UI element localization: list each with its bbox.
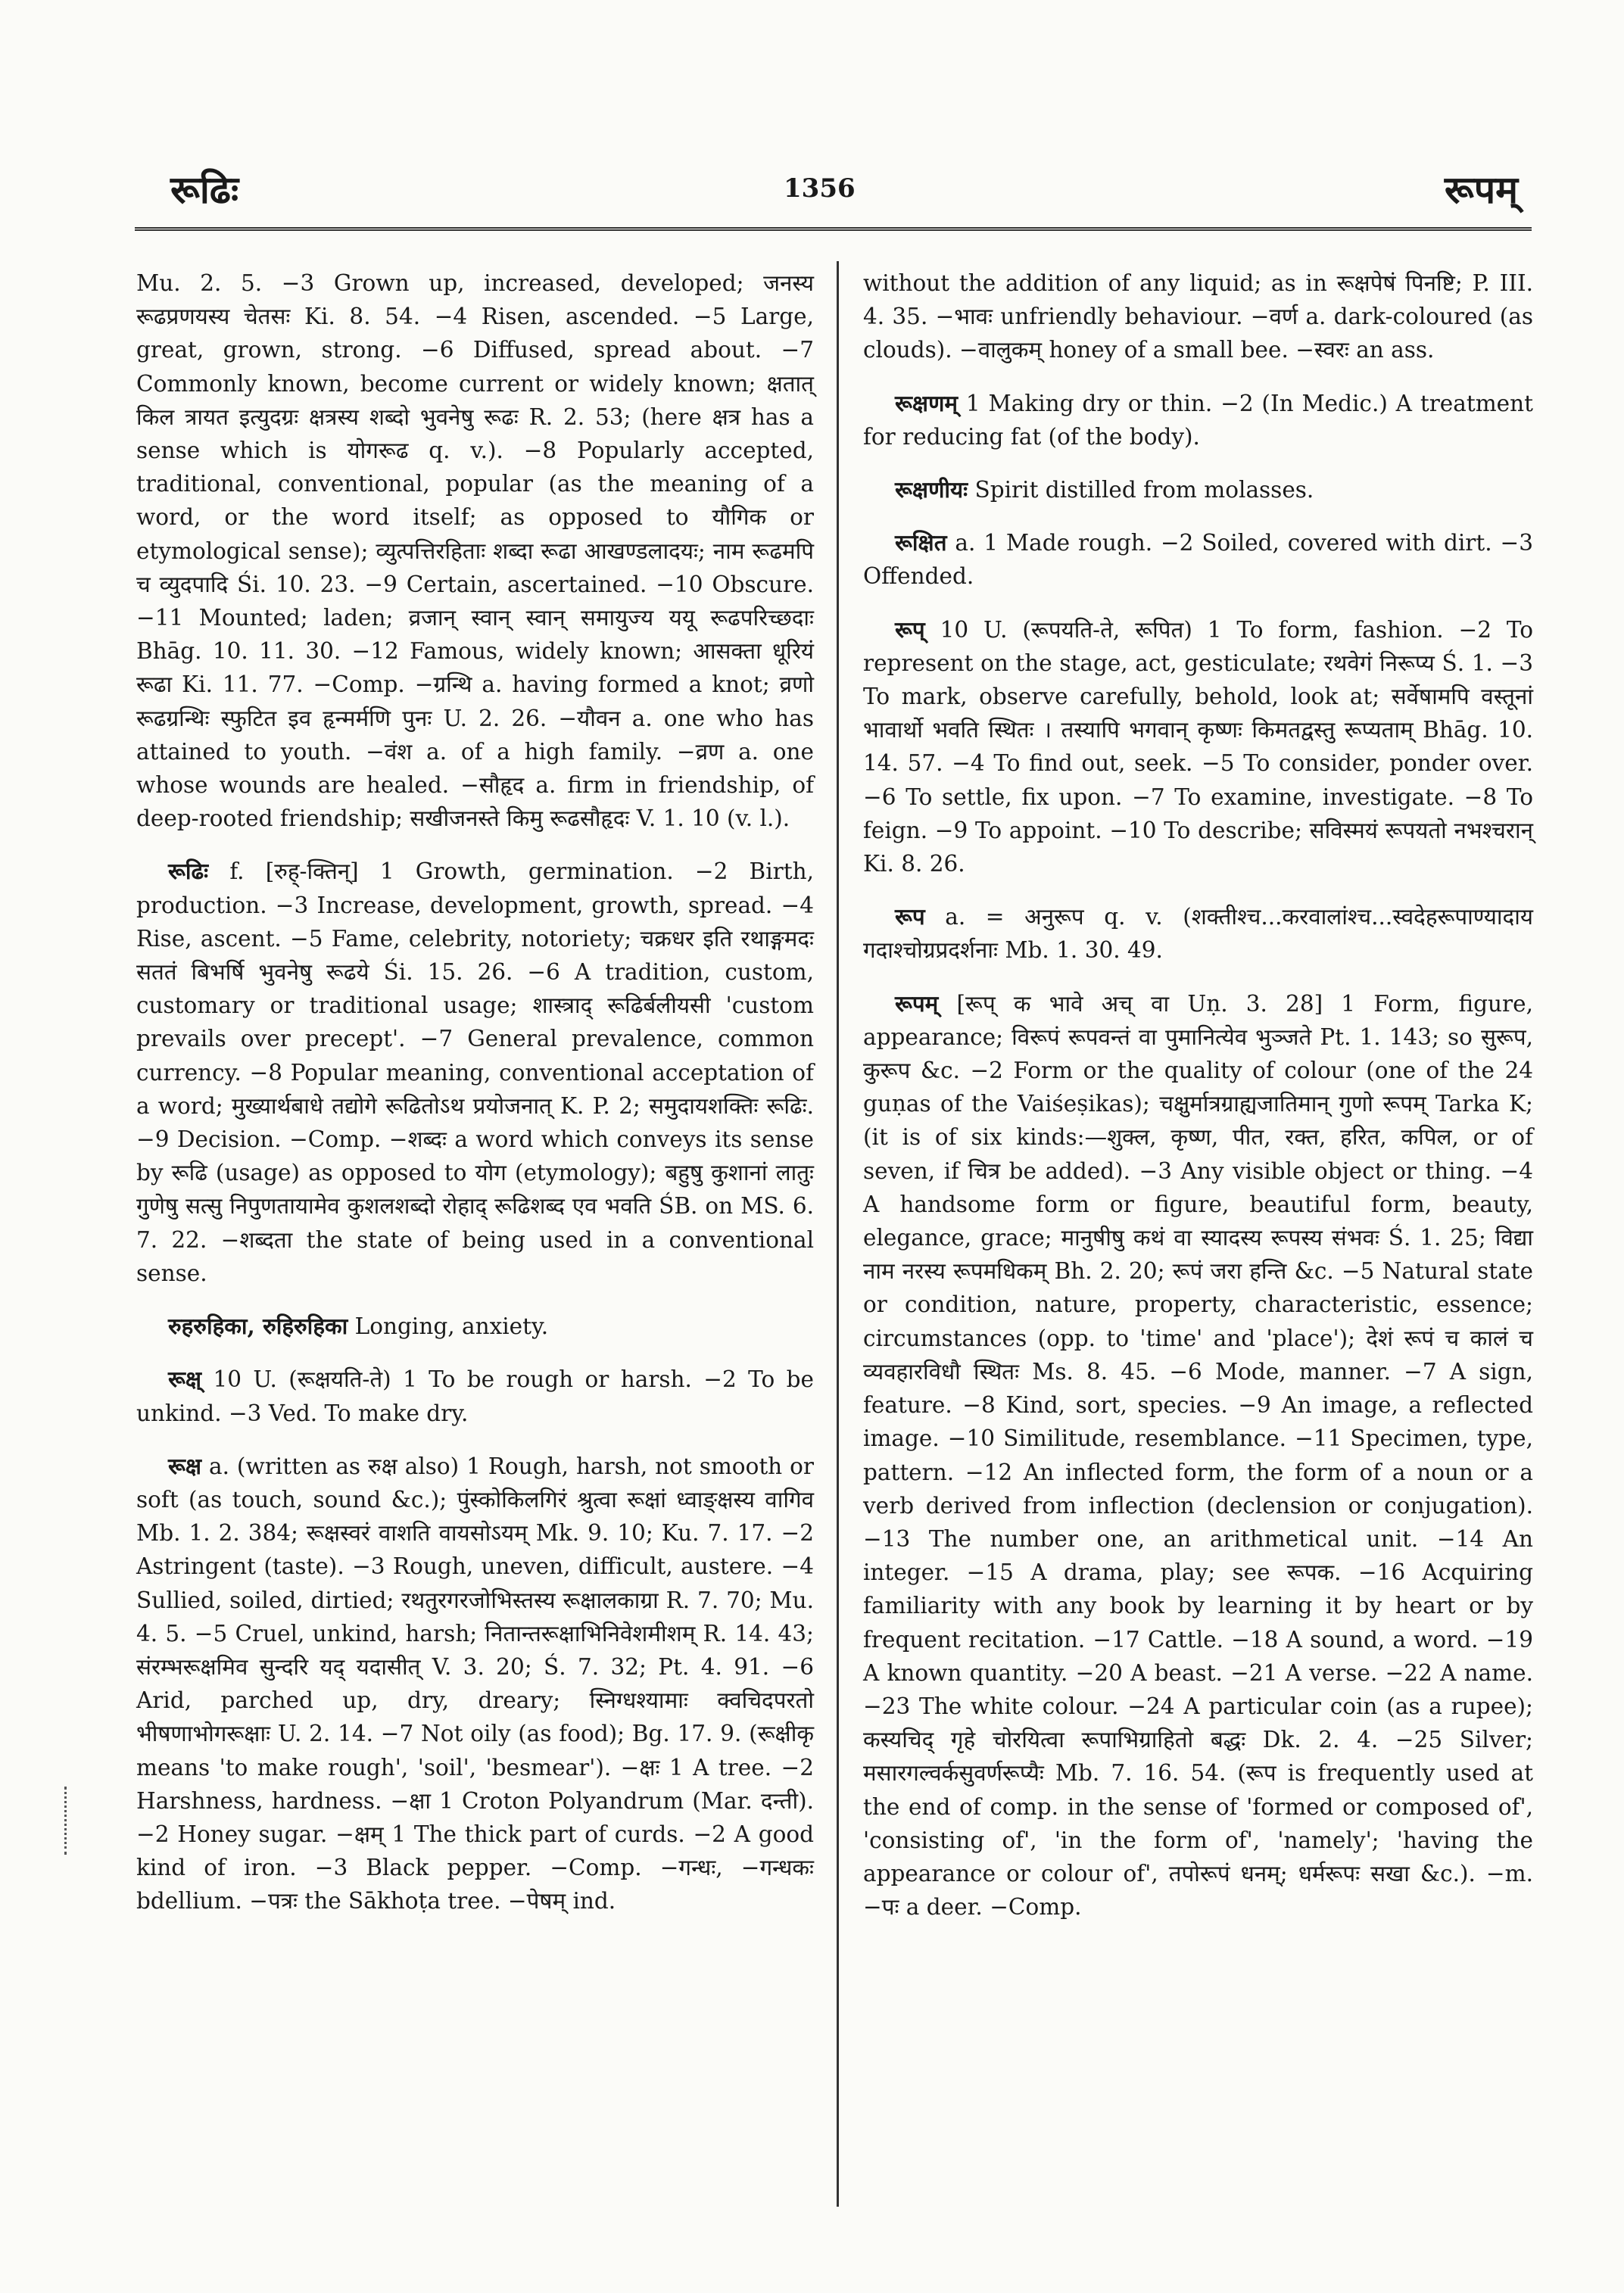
- dictionary-entry: [136, 1450, 814, 1918]
- page-header: [0, 163, 1624, 223]
- left-column: [136, 266, 814, 1938]
- entry-headword: रूक्षणम्: [895, 389, 959, 416]
- dictionary-entry: [863, 266, 1533, 367]
- dictionary-entry: [136, 855, 814, 1290]
- entry-headword: रूक्ष्: [168, 1366, 202, 1393]
- header-double-rule: [135, 227, 1532, 231]
- entry-text: Longing, anxiety.: [354, 1313, 549, 1340]
- entry-text: 10 U. (रूक्षयति-ते) 1 To be rough or harsh. −2 To be unkind. −3 Ved. To make dry.: [136, 1366, 814, 1426]
- dictionary-entry: [863, 473, 1533, 506]
- header-right-guide-word: रूपम्: [1444, 167, 1518, 212]
- entry-headword: रूप्: [895, 615, 925, 643]
- column-divider: [837, 261, 839, 2207]
- entry-headword: रूप: [895, 903, 925, 930]
- entry-text: a. 1 Made rough. −2 Soiled, covered with dirt. −3 Offended.: [863, 530, 1533, 590]
- dictionary-entry: [863, 613, 1533, 881]
- entry-text: 10 U. (रूपयति-ते, रूपित) 1 To form, fashion. −2 To represent on the stage, act, gesticulate; रथवेगं निरूप्य Ś. 1. −3 To mark, observe carefully, behold, look at; सर्वेषामपि वस्तूनां भावार्थो भवति स्थितः । तस्यापि भगवान् कृष्णः किमतद्वस्तु रूप्यताम् Bhāg. 10. 14. 57. −4 To find out, seek. −5 To consider, ponder over. −6 To settle, fix upon. −7 To examine, investigate. −8 To feign. −9 To appoint. −10 To describe; सविस्मयं रूपयतो नभश्चरान् Ki. 8. 26.: [863, 616, 1533, 877]
- header-left-guide-word: रूढिः: [170, 167, 239, 212]
- entry-text: 1 Making dry or thin. −2 (In Medic.) A treatment for reducing fat (of the body).: [863, 390, 1533, 450]
- right-column: [863, 266, 1533, 1943]
- entry-text: without the addition of any liquid; as in रूक्षपेषं पिनष्टि; P. III. 4. 35. −भावः unfriendly behaviour. −वर्ण a. dark-coloured (as clouds). −वालुकम् honey of a small bee. −स्वरः an ass.: [863, 270, 1533, 363]
- dictionary-entry: [863, 987, 1533, 1924]
- dictionary-entry: [863, 387, 1533, 453]
- page-number: 1356: [784, 173, 856, 204]
- entry-text: Mu. 2. 5. −3 Grown up, increased, developed; जनस्य रूढप्रणयस्य चेतसः Ki. 8. 54. −4 Risen, ascended. −5 Large, great, grown, strong. −6 Diffused, spread about. −7 Commonly known, become current or widely known; क्षतात् किल त्रायत इत्युदग्रः क्षत्रस्य शब्दो भुवनेषु रूढः R. 2. 53; (here क्षत्र has a sense which is योगरूढ q. v.). −8 Popularly accepted, traditional, conventional, popular (as the meaning of a word, or the word itself; as opposed to यौगिक or etymological sense); व्युत्पत्तिरहिताः शब्दा रूढा आखण्डलादयः; नाम रूढमपि च व्युदपादि Śi. 10. 23. −9 Certain, ascertained. −10 Obscure. −11 Mounted; laden; व्रजान् स्वान् स्वान् समायुज्य ययू रूढपरिच्छदाः Bhāg. 10. 11. 30. −12 Famous, widely known; आसक्ता धूरियं रूढा Ki. 11. 77. −Comp. −ग्रन्थि a. having formed a knot; व्रणो रूढग्रन्थिः स्फुटित इव हृन्मर्मणि पुनः U. 2. 26. −यौवन a. one who has attained to youth. −वंश a. of a high family. −व्रण a. one whose wounds are healed. −सौहृद a. firm in friendship, of deep-rooted friendship; सखीजनस्ते किमु रूढसौहृदः V. 1. 10 (v. l.).: [136, 270, 814, 832]
- entry-text: a. (written as रुक्ष also) 1 Rough, harsh, not smooth or soft (as touch, sound &c.); पुंस्कोकिलगिरं श्रुत्वा रूक्षां ध्वाङ्क्षस्य वागिव Mb. 1. 2. 384; रूक्षस्वरं वाशति वायसोऽयम् Mk. 9. 10; Ku. 7. 17. −2 Astringent (taste). −3 Rough, uneven, difficult, austere. −4 Sullied, soiled, dirtied; रथतुरगरजोभिस्तस्य रूक्षालकाग्रा R. 7. 70; Mu. 4. 5. −5 Cruel, unkind, harsh; नितान्तरूक्षाभिनिवेशमीशम् R. 14. 43; संरम्भरूक्षमिव सुन्दरि यद् यदासीत् V. 3. 20; Ś. 7. 32; Pt. 4. 91. −6 Arid, parched up, dry, dreary; स्निग्धश्यामाः क्वचिदपरतो भीषणाभोगरूक्षाः U. 2. 14. −7 Not oily (as food); Bg. 17. 9. (रूक्षीकृ means 'to make rough', 'soil', 'besmear'). −क्षः 1 A tree. −2 Harshness, hardness. −क्षा 1 Croton Polyandrum (Mar. दन्ती). −2 Honey sugar. −क्षम् 1 The thick part of curds. −2 A good kind of iron. −3 Black pepper. −Comp. −गन्धः, −गन्धकः bdellium. −पत्रः the Sākhoṭa tree. −पेषम् ind.: [136, 1453, 814, 1914]
- entry-text: a. = अनुरूप q. v. (शक्तीश्च...करवालांश्च...स्वदेहरूपाण्यादाय गदाश्चोग्रप्रदर्शनाः Mb. 1. 30. 49.: [863, 904, 1533, 964]
- entry-text: f. [रुह्-क्तिन्] 1 Growth, germination. −2 Birth, production. −3 Increase, development, growth, spread. −4 Rise, ascent. −5 Fame, celebrity, notoriety; चक्रधर इति रथाङ्गमदः सततं बिभर्षि भुवनेषु रूढये Śi. 15. 26. −6 A tradition, custom, customary or traditional usage; शास्त्राद् रूढिर्बलीयसी 'custom prevails over precept'. −7 General prevalence, common currency. −8 Popular meaning, conventional acceptation of a word; मुख्यार्थबाधे तद्योगे रूढितोऽथ प्रयोजनात् K. P. 2; समुदायशक्तिः रूढिः. −9 Decision. −Comp. −शब्दः a word which conveys its sense by रूढि (usage) as opposed to योग (etymology); बहुषु कुशानां लातुः गुणेषु सत्सु निपुणतायामेव कुशलशब्दो रोहाद् रूढिशब्द एव भवति ŚB. on MS. 6. 7. 22. −शब्दता the state of being used in a conventional sense.: [136, 858, 814, 1286]
- entry-headword: रूक्ष: [168, 1452, 202, 1479]
- entry-headword: रूक्षणीयः: [895, 476, 968, 503]
- entry-headword: रुहरुहिका, रुहिरुहिका: [168, 1313, 348, 1340]
- entry-text: Spirit distilled from molasses.: [974, 477, 1314, 503]
- entry-headword: रूढिः: [168, 858, 209, 885]
- dictionary-entry: [136, 1363, 814, 1429]
- entry-text: [रूप् क भावे अच् वा Uṇ. 3. 28] 1 Form, figure, appearance; विरूपं रूपवन्तं वा पुमानित्येव भुञ्जते Pt. 1. 143; so सुरूप, कुरूप &c. −2 Form or the quality of colour (one of the 24 guṇas of the Vaiśeṣikas); चक्षुर्मात्रग्राह्यजातिमान् गुणो रूपम् Tarka K; (it is of six kinds:—शुक्ल, कृष्ण, पीत, रक्त, हरित, कपिल, or of seven, if चित्र be added). −3 Any visible object or thing. −4 A handsome form or figure, beautiful form, beauty, elegance, grace; मानुषीषु कथं वा स्यादस्य रूपस्य संभवः Ś. 1. 25; विद्या नाम नरस्य रूपमधिकम् Bh. 2. 20; रूपं जरा हन्ति &c. −5 Natural state or condition, nature, property, characteristic, essence; circumstances (opp. to 'time' and 'place'); देशं रूपं च कालं च व्यवहारविधौ स्थितः Ms. 8. 45. −6 Mode, manner. −7 A sign, feature. −8 Kind, sort, species. −9 An image, a reflected image. −10 Similitude, resemblance. −11 Specimen, type, pattern. −12 An inflected form, the form of a noun or a verb derived from inflection (declension or conjugation). −13 The number one, an arithmetical unit. −14 An integer. −15 A drama, play; see रूपक. −16 Acquiring familiarity with any book by learning it by heart or by frequent recitation. −17 Cattle. −18 A sound, a word. −19 A known quantity. −20 A beast. −21 A verse. −22 A name. −23 The white colour. −24 A particular coin (as a rupee); कस्यचिद् गृहे चोरयित्वा रूपाभिग्राहितो बद्धः Dk. 2. 4. −25 Silver; मसारगल्वर्कसुवर्णरूप्यैः Mb. 7. 16. 54. (रूप is frequently used at the end of comp. in the sense of 'formed or composed of', 'consisting of', 'in the form of', 'namely'; 'having the appearance or colour of', तपोरूपं धनम्; धर्मरूपः सखा &c.). −m. −पः a deer. −Comp.: [863, 990, 1533, 1921]
- entry-headword: रूपम्: [895, 989, 939, 1017]
- dictionary-entry: [863, 900, 1533, 967]
- dictionary-entry: [136, 1310, 814, 1343]
- dictionary-entry: [136, 266, 814, 835]
- margin-dotted-mark: [64, 1787, 77, 1855]
- dictionary-entry: [863, 526, 1533, 593]
- entry-headword: रूक्षित: [895, 529, 947, 556]
